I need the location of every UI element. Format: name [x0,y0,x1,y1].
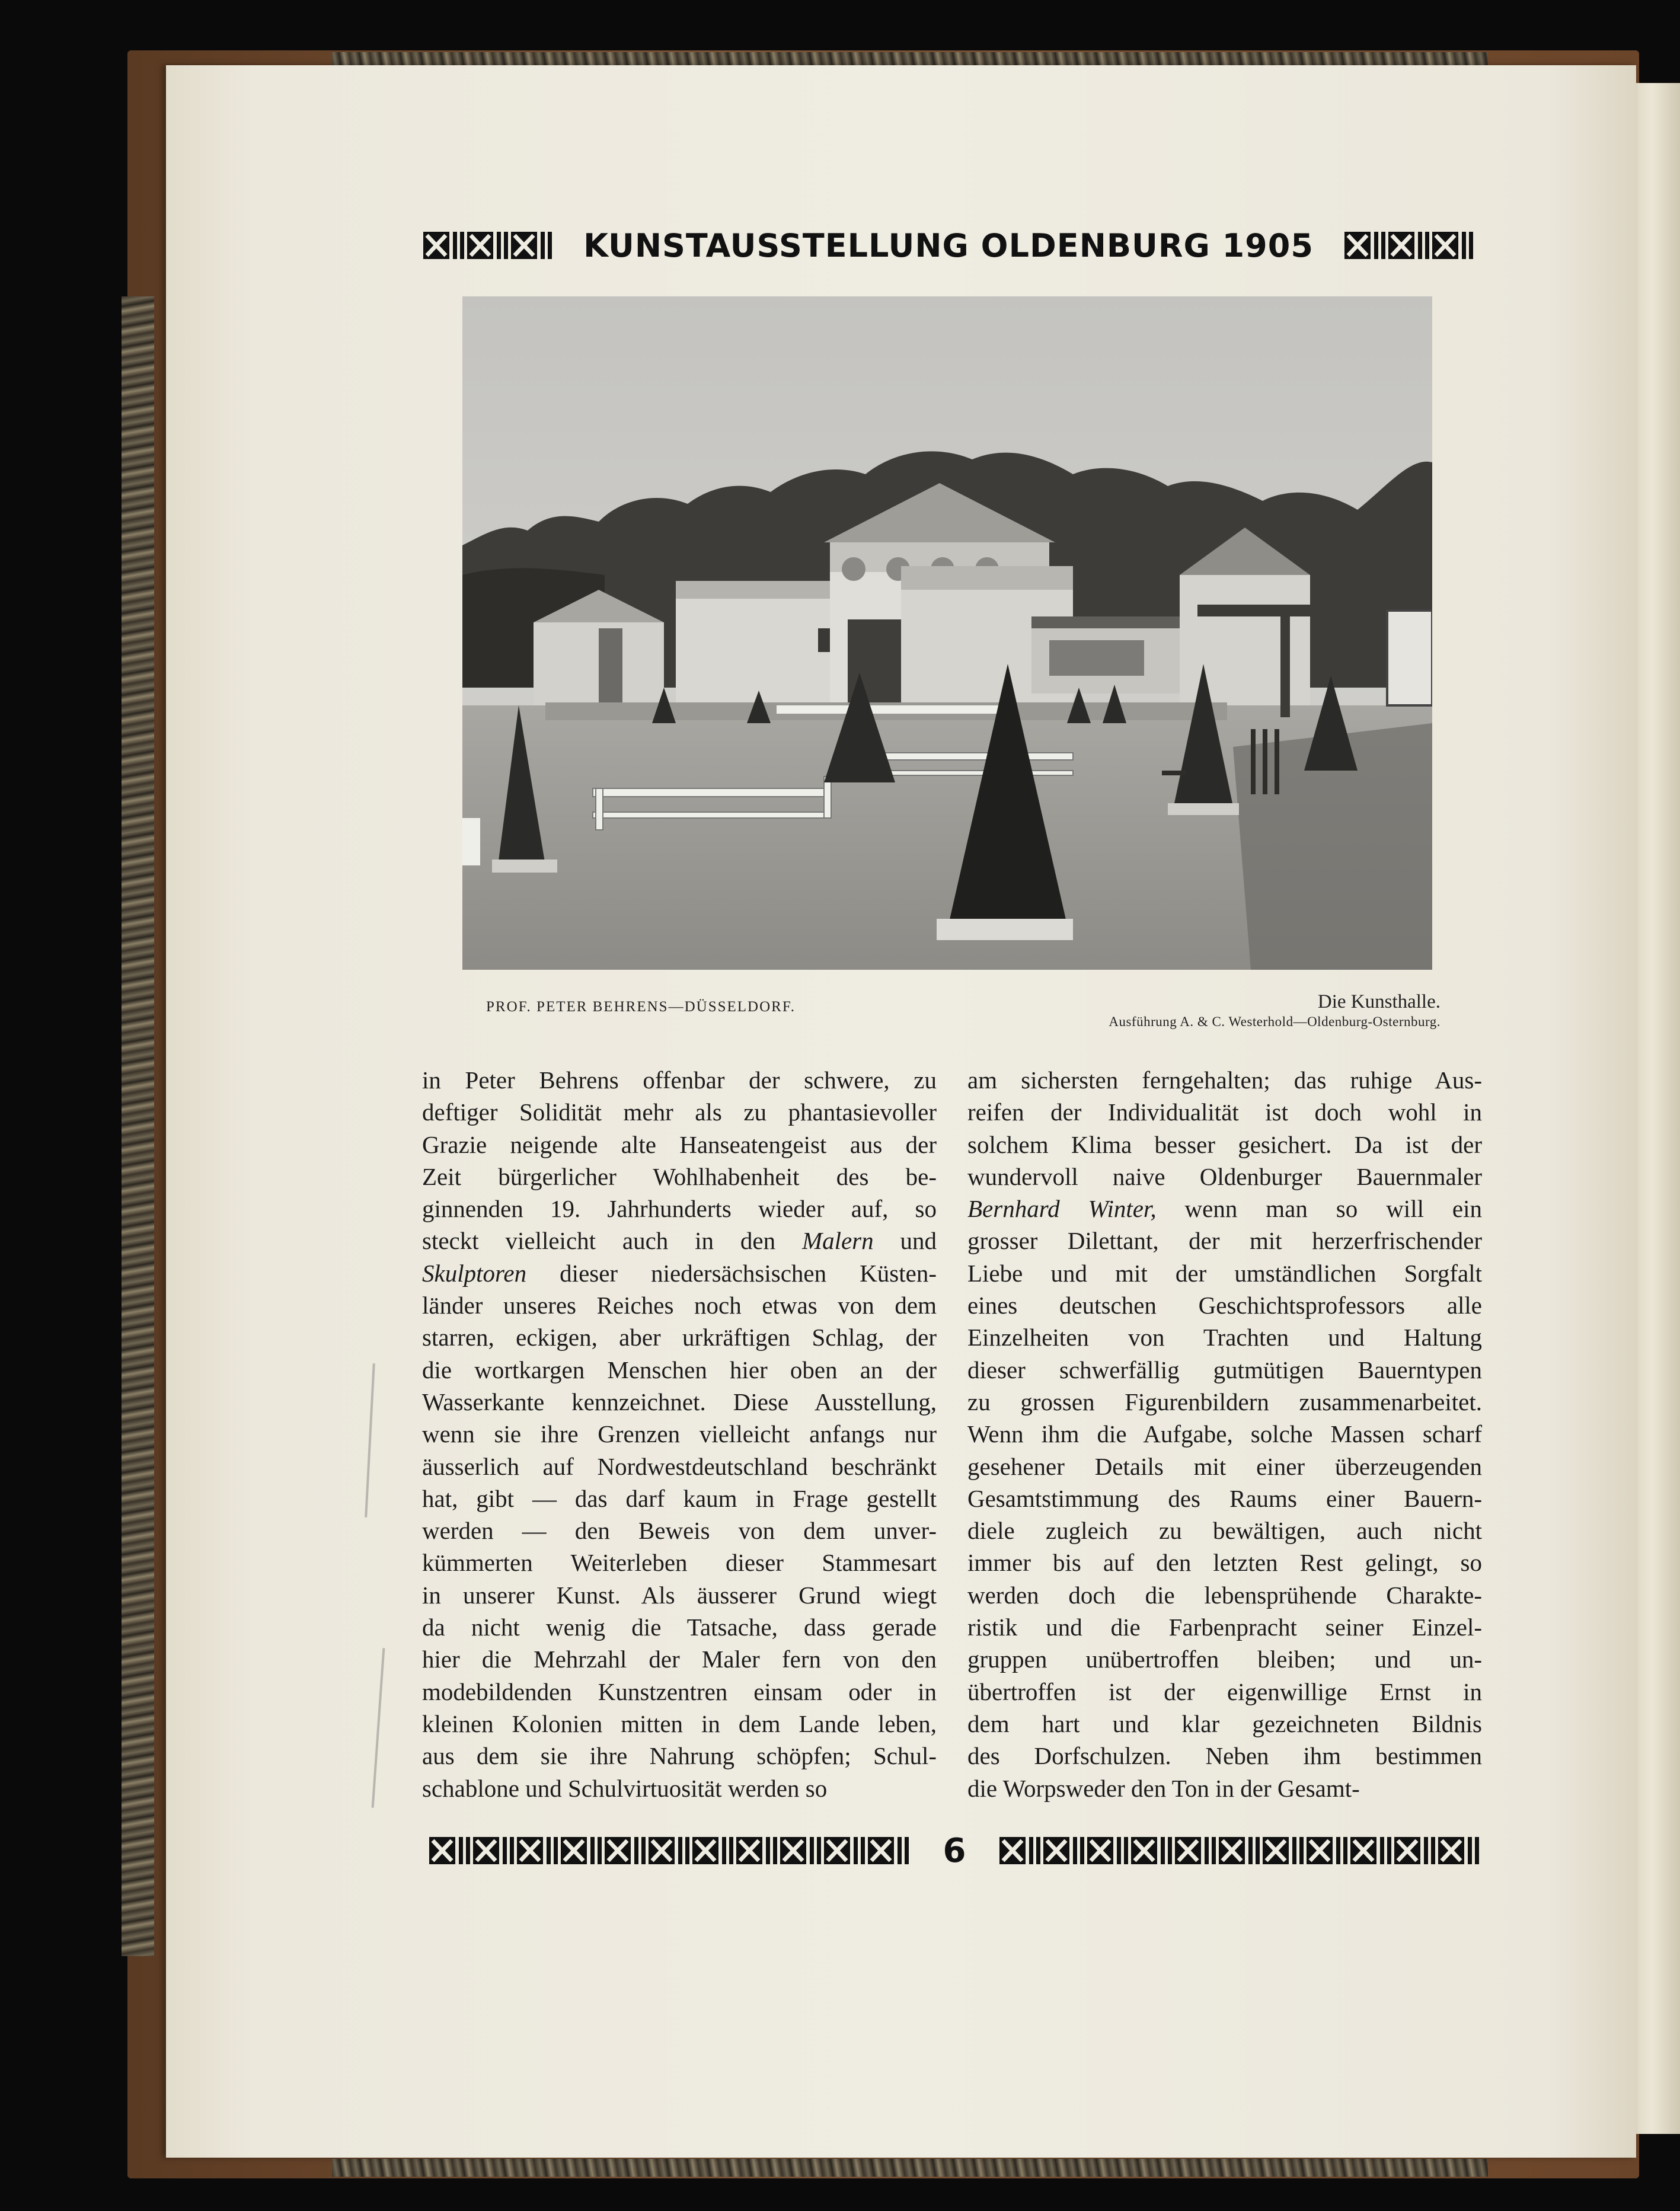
ornament-x-icon [823,1836,867,1865]
ornament-x-icon [1387,231,1431,260]
ornament-x-icon [1042,1836,1086,1865]
text-line: reifen der Individualität ist doch wohl in [967,1098,1482,1126]
text-line: hier die Mehrzahl der Maler fern von den [422,1646,937,1673]
text-line: gruppen unübertroffen bleiben; und un- [967,1646,1482,1673]
ornament-x-icon [603,1836,647,1865]
ornament-x-icon [1086,1836,1130,1865]
text-line: kleinen Kolonien mitten in dem Lande leben, [422,1710,937,1737]
ornament-x-icon [1174,1836,1218,1865]
ornament-x-icon [1431,231,1475,260]
text-line: hat, gibt — das darf kaum in Frage gestellt [422,1484,937,1512]
text-line: Wenn ihm die Aufgabe, solche Massen scharf [967,1420,1482,1448]
ornament-x-icon [1305,1836,1349,1865]
text-line: eines deutschen Geschichtsprofessors alle [967,1292,1482,1319]
caption-architect: PROF. PETER BEHRENS—DÜSSELDORF. [486,999,796,1015]
ornament-x-icon [647,1836,691,1865]
ornament-left [422,231,554,260]
text-line: am sichersten ferngehalten; das ruhige Aus- [967,1066,1482,1094]
page-footer [428,1832,1481,1870]
fence-edge [462,818,480,865]
caption-title: Die Kunsthalle. [1317,991,1441,1012]
text-line: ristik und die Farbenpracht seiner Einzel- [967,1613,1482,1641]
trellis [1387,611,1432,705]
text-line: kümmerten Weiterleben dieser Stammesart [422,1549,937,1577]
text-line: Gesamtstimmung des Raums einer Bauern- [967,1484,1482,1512]
text-line: werden — den Beweis von dem unver- [422,1517,937,1545]
ornament-x-icon [1349,1836,1393,1865]
text-line: übertroffen ist der eigenwillige Ernst in [967,1678,1482,1705]
ornament-footer-right [998,1836,1481,1865]
text-line: modebildenden Kunstzentren einsam oder in [422,1678,937,1705]
ornament-footer-left [428,1836,911,1865]
text-line: ginnenden 19. Jahrhunderts wieder auf, so [422,1195,937,1223]
text-line: länder unseres Reiches noch etwas von dem [422,1292,937,1319]
ornament-x-icon [867,1836,911,1865]
text-line: zu grossen Figurenbildern zusammenarbeitet. [967,1388,1482,1416]
text-line: in Peter Behrens offenbar der schwere, zu [422,1066,937,1094]
caption-credit: Ausführung A. & C. Westerhold—Oldenburg-Osternburg. [1109,1014,1441,1029]
text-line: wenn sie ihre Grenzen vielleicht anfangs nur [422,1420,937,1448]
text-line: Zeit bürgerlicher Wohlhabenheit des be- [422,1162,937,1190]
ornament-x-icon [560,1836,603,1865]
ornament-x-icon [998,1836,1042,1865]
text-line: Liebe und mit der umständlichen Sorgfalt [967,1259,1482,1287]
text-column-right [967,1064,1482,1804]
text-line: steckt vielleicht auch in den Malern und [422,1227,937,1255]
ornament-x-icon [735,1836,779,1865]
text-column-left [422,1064,937,1804]
ornament-x-icon [472,1836,516,1865]
text-line: diele zugleich zu bewältigen, auch nicht [967,1517,1482,1545]
text-line: dieser schwerfällig gutmütigen Bauerntypen [967,1356,1482,1384]
text-line: grosser Dilettant, der mit herzerfrischender [967,1227,1482,1255]
ornament-x-icon [1218,1836,1261,1865]
ornament-x-icon [510,231,554,260]
ornament-x-icon [779,1836,823,1865]
text-line: deftiger Solidität mehr als zu phantasievoller [422,1098,937,1126]
text-line: Bernhard Winter, wenn man so will ein [967,1195,1482,1223]
ornament-x-icon [466,231,510,260]
text-line: des Dorfschulzen. Neben ihm bestimmen [967,1742,1482,1770]
marbled-edge-bottom [332,2159,1488,2177]
page-number: 6 [943,1831,966,1870]
text-line: dem hart und klar gezeichneten Bildnis [967,1710,1482,1737]
text-line: wundervoll naive Oldenburger Bauernmaler [967,1162,1482,1190]
text-line: immer bis auf den letzten Rest gelingt, so [967,1549,1482,1577]
text-line: die wortkargen Menschen hier oben an der [422,1356,937,1384]
text-line: äusserlich auf Nordwestdeutschland beschränkt [422,1452,937,1480]
page-header [422,226,1475,264]
text-line: Grazie neigende alte Hanseatengeist aus der [422,1130,937,1158]
text-line: Skulptoren dieser niedersächsischen Küsten- [422,1259,937,1287]
ornament-right [1343,231,1475,260]
ornament-x-icon [428,1836,472,1865]
text-line: starren, eckigen, aber urkräftigen Schlag, der [422,1324,937,1351]
exhibition-hall-photo [462,296,1432,970]
page-title: KUNSTAUSSTELLUNG OLDENBURG 1905 [583,226,1314,264]
text-line: Einzelheiten von Trachten und Haltung [967,1324,1482,1351]
text-line: gesehener Details mit einer überzeugenden [967,1452,1482,1480]
ornament-x-icon [1261,1836,1305,1865]
ornament-x-icon [1343,231,1387,260]
text-line: aus dem sie ihre Nahrung schöpfen; Schul- [422,1742,937,1770]
caption-title-block [1109,991,1441,1030]
text-line: die Worpsweder den Ton in der Gesamt- [967,1774,1360,1802]
ornament-x-icon [1130,1836,1174,1865]
ornament-x-icon [422,231,466,260]
ornament-x-icon [1437,1836,1481,1865]
ornament-x-icon [516,1836,560,1865]
main-hall-wing-left [676,581,836,705]
text-line: in unserer Kunst. Als äusserer Grund wiegt [422,1581,937,1609]
ornament-x-icon [1393,1836,1437,1865]
marbled-spine [122,296,154,1956]
text-line: werden doch die lebensprühende Charakte- [967,1581,1482,1609]
text-line: schablone und Schulvirtuosität werden so [422,1774,828,1802]
text-line: Wasserkante kennzeichnet. Diese Ausstellung, [422,1388,937,1416]
text-line: solchem Klima besser gesichert. Da ist der [967,1130,1482,1158]
ornament-x-icon [691,1836,735,1865]
fence-far [777,705,1002,714]
text-line: da nicht wenig die Tatsache, dass gerade [422,1613,937,1641]
